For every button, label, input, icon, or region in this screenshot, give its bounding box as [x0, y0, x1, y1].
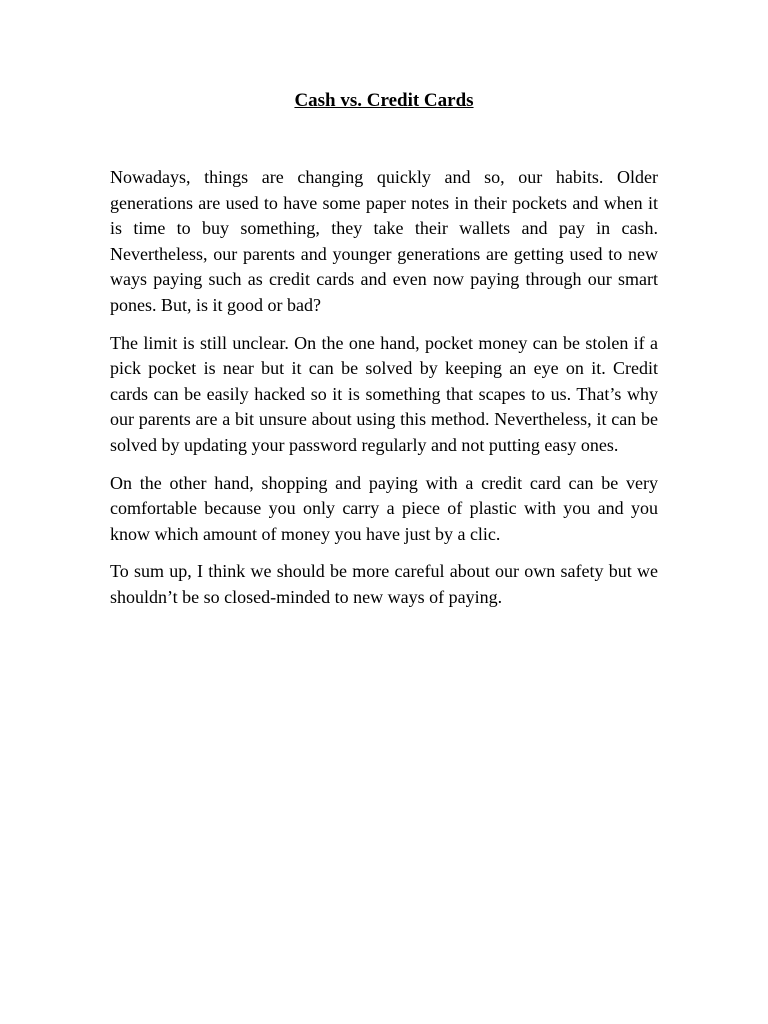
- paragraph-security: The limit is still unclear. On the one hand, pocket money can be stolen if a pick pocket is near but it can be solved by keeping an eye on it. Credit cards can be easily hacked so it is something that scapes to us. That’s why our parents are a bit unsure about using this method. Nevertheless, it can be solved by updating your password regularly and not putting easy ones.: [110, 332, 658, 455]
- paragraph-introduction: Nowadays, things are changing quickly and so, our habits. Older generations are used to have some paper notes in their pockets and when it is time to buy something, they take their wallets and pay in cash. Nevertheless, our parents and younger generations are getting used to new ways paying such as credit cards and even now paying through our smart pones. But, is it good or bad?: [110, 167, 658, 315]
- paragraph-conclusion: To sum up, I think we should be more careful about our own safety but we shouldn’t be so closed-minded to new ways of paying.: [110, 561, 658, 607]
- document-body: [110, 165, 658, 623]
- document-title: Cash vs. Credit Cards: [294, 90, 474, 111]
- paragraph-comfort: On the other hand, shopping and paying with a credit card can be very comfortable because you only carry a piece of plastic with you and you know which amount of money you have just by a clic.: [110, 472, 658, 544]
